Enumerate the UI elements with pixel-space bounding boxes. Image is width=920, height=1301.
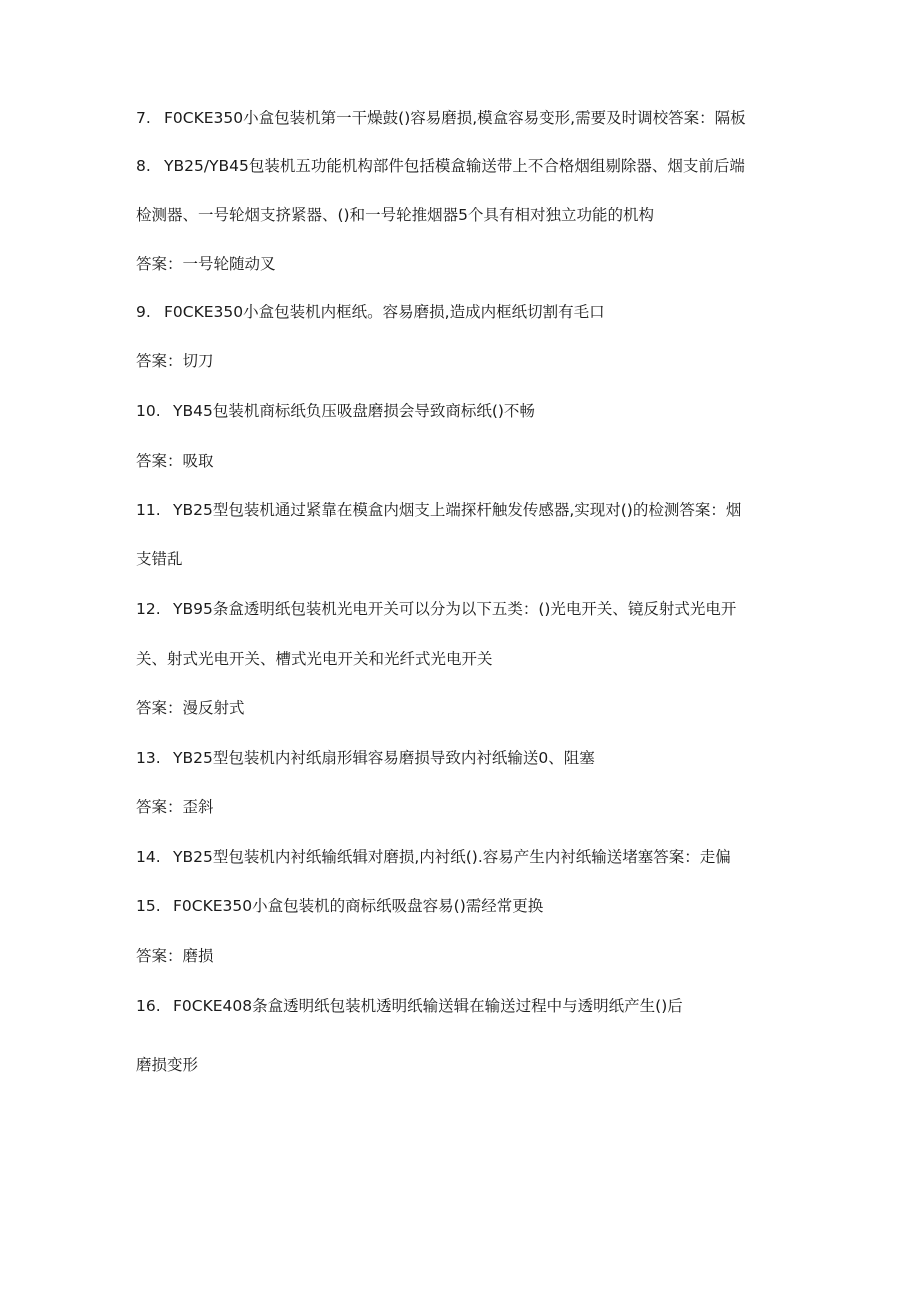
question-11 — [136, 495, 796, 525]
question-text: F0CKE350小盒包装机第一干燥鼓()容易磨损,模盒容易变形,需要及时调校答案：隔板 — [164, 109, 746, 127]
question-text: F0CKE350小盒包装机内框纸。容易磨损,造成内框纸切割有毛口 — [164, 303, 605, 321]
question-number: 13. — [136, 749, 161, 767]
answer-9 — [136, 346, 796, 376]
answer-text: 答案：一号轮随动叉 — [136, 255, 276, 273]
answer-13 — [136, 792, 796, 822]
question-text: 检测器、一号轮烟支挤紧器、()和一号轮推烟器5个具有相对独立功能的机构 — [136, 206, 654, 224]
question-number: 12. — [136, 600, 161, 618]
question-text: F0CKE408条盒透明纸包装机透明纸输送辑在输送过程中与透明纸产生()后 — [173, 997, 683, 1015]
question-text: 支错乱 — [136, 550, 183, 568]
question-text: YB25型包装机内衬纸输纸辑对磨损,内衬纸().容易产生内衬纸输送堵塞答案：走偏 — [173, 848, 731, 866]
question-12-continued — [136, 644, 796, 674]
question-text: 磨损变形 — [136, 1056, 199, 1074]
question-number: 8. — [136, 157, 151, 175]
question-10 — [136, 396, 796, 426]
question-9 — [136, 297, 796, 327]
question-text: YB25型包装机内衬纸扇形辑容易磨损导致内衬纸输送0、阻塞 — [173, 749, 595, 767]
question-number: 10. — [136, 402, 161, 420]
question-text: YB95条盒透明纸包装机光电开关可以分为以下五类：()光电开关、镜反射式光电开 — [173, 600, 737, 618]
answer-text: 答案：歪斜 — [136, 798, 214, 816]
question-text: YB25/YB45包装机五功能机构部件包括模盒输送带上不合格烟组剔除器、烟支前后端 — [164, 157, 745, 175]
question-number: 14. — [136, 848, 161, 866]
question-8-continued — [136, 200, 796, 230]
answer-8 — [136, 249, 796, 279]
question-text: 关、射式光电开关、槽式光电开关和光纤式光电开关 — [136, 650, 493, 668]
question-text: YB45包装机商标纸负压吸盘磨损会导致商标纸()不畅 — [173, 402, 535, 420]
question-13 — [136, 743, 796, 773]
question-16 — [136, 991, 796, 1021]
question-8 — [136, 151, 796, 181]
question-number: 11. — [136, 501, 161, 519]
question-7 — [136, 103, 796, 133]
question-14 — [136, 842, 796, 872]
question-15 — [136, 891, 796, 921]
question-text: F0CKE350小盒包装机的商标纸吸盘容易()需经常更换 — [173, 897, 544, 915]
answer-text: 答案：漫反射式 — [136, 699, 245, 717]
answer-text: 答案：切刀 — [136, 352, 214, 370]
question-text: YB25型包装机通过紧靠在模盒内烟支上端探杆触发传感器,实现对()的检测答案：烟 — [173, 501, 742, 519]
question-16-continued — [136, 1050, 796, 1080]
answer-text: 答案：吸取 — [136, 452, 214, 470]
question-number: 16. — [136, 997, 161, 1015]
question-12 — [136, 594, 796, 624]
answer-text: 答案：磨损 — [136, 947, 214, 965]
answer-15 — [136, 941, 796, 971]
question-number: 9. — [136, 303, 151, 321]
question-number: 7. — [136, 109, 151, 127]
answer-10 — [136, 446, 796, 476]
question-11-continued — [136, 544, 796, 574]
question-number: 15. — [136, 897, 161, 915]
answer-12 — [136, 693, 796, 723]
